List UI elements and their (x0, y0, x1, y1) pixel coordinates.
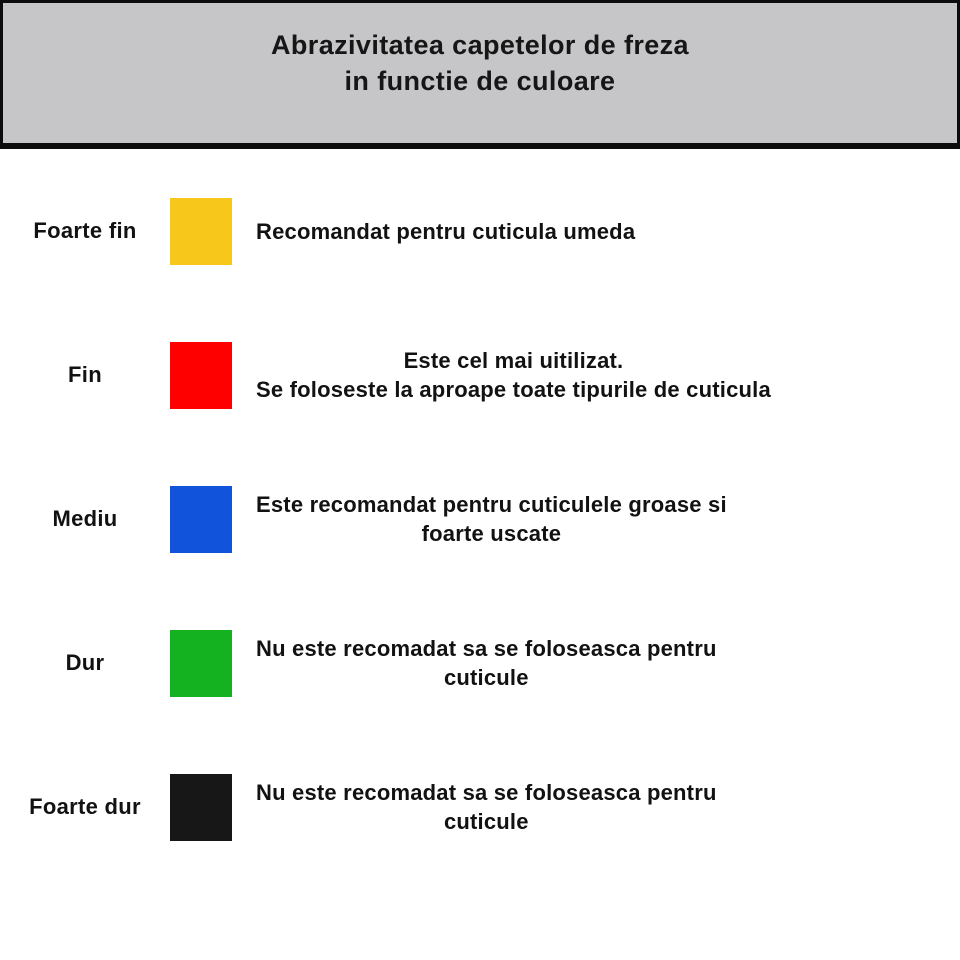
row-description (256, 778, 717, 836)
row-description (256, 346, 771, 404)
title-banner (0, 0, 960, 149)
description-line: Este recomandat pentru cuticulele groase si (256, 492, 727, 517)
row-label: Mediu (52, 506, 118, 531)
row-fin (0, 303, 960, 447)
row-dur (0, 591, 960, 735)
row-label: Foarte dur (29, 794, 141, 819)
page-title-line2: in functie de culoare (344, 66, 616, 96)
page-title-line1: Abrazivitatea capetelor de freza (271, 30, 689, 60)
row-mediu (0, 447, 960, 591)
color-swatch-yellow (170, 198, 232, 265)
row-description (256, 490, 727, 548)
description-line: Nu este recomadat sa se foloseasca pentru (256, 636, 717, 661)
row-foarte-dur (0, 735, 960, 879)
color-swatch-green (170, 630, 232, 697)
description-line: Nu este recomadat sa se foloseasca pentru (256, 780, 717, 805)
legend-rows (0, 149, 960, 879)
color-swatch-blue (170, 486, 232, 553)
description-line: foarte uscate (421, 521, 562, 546)
description-line: Este cel mai uitilizat. (403, 348, 624, 373)
description-line: cuticule (443, 665, 529, 690)
color-swatch-black (170, 774, 232, 841)
row-description (256, 634, 717, 692)
description-line: cuticule (443, 809, 529, 834)
row-description (256, 217, 635, 246)
description-line: Se foloseste la aproape toate tipurile de cuticula (256, 377, 771, 402)
row-label: Dur (65, 650, 105, 675)
row-foarte-fin (0, 159, 960, 303)
row-label: Foarte fin (33, 218, 137, 243)
color-swatch-red (170, 342, 232, 409)
row-label: Fin (68, 362, 102, 387)
description-line: Recomandat pentru cuticula umeda (256, 218, 636, 244)
